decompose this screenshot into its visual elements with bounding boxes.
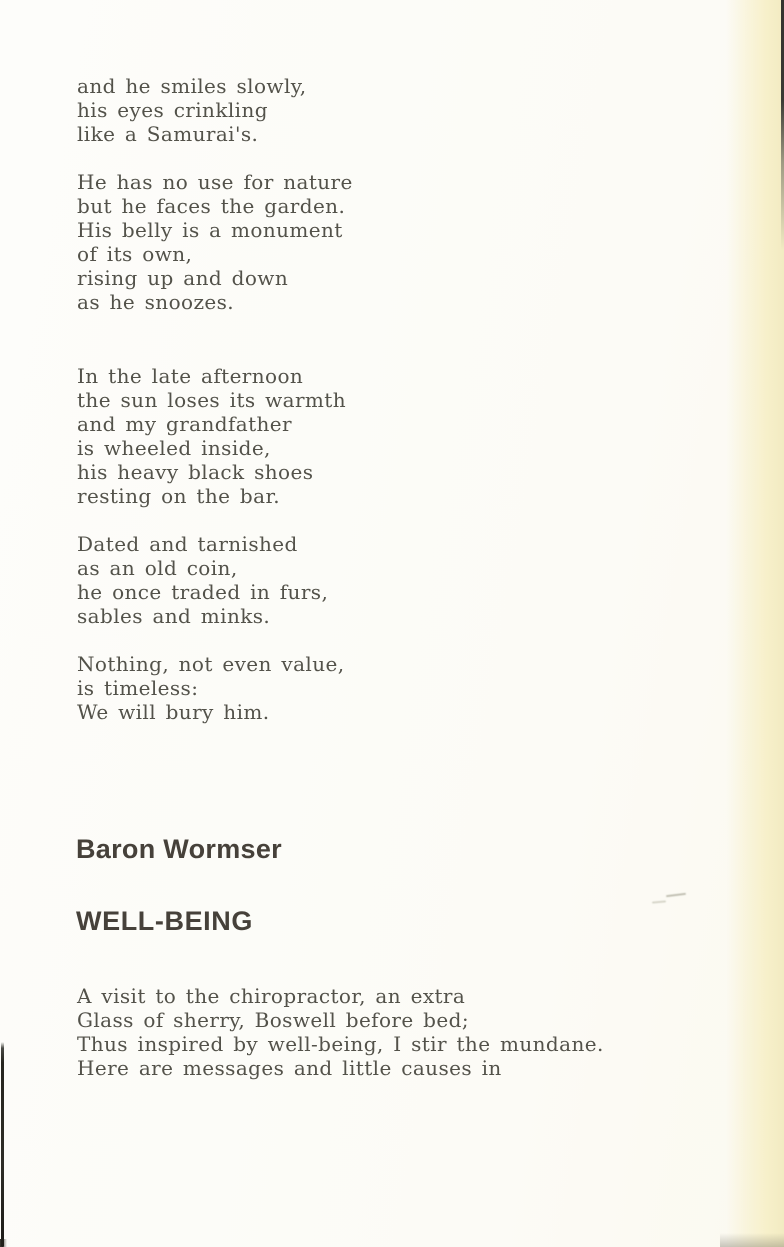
poem-line: as he snoozes.	[77, 290, 235, 314]
poem-line: and he smiles slowly,	[77, 74, 307, 98]
poem-line: the sun loses its warmth	[77, 388, 346, 412]
poem-line: We will bury him.	[77, 700, 270, 724]
poem-stanza	[77, 984, 604, 1080]
poem-continuation-text	[77, 74, 353, 724]
poem-line: and my grandfather	[77, 412, 292, 436]
poem-line: but he faces the garden.	[77, 194, 346, 218]
poem-opening-text	[77, 984, 604, 1080]
poem-line: Here are messages and little causes in	[77, 1056, 502, 1080]
poem-line: sables and minks.	[77, 604, 271, 628]
poem-line: is wheeled inside,	[77, 436, 271, 460]
poem-stanza	[77, 652, 353, 724]
poem-line: resting on the bar.	[77, 484, 280, 508]
poem-line: In the late afternoon	[77, 364, 304, 388]
poem-line: is timeless:	[77, 676, 199, 700]
poem-line: Thus inspired by well-being, I stir the mundane.	[77, 1032, 604, 1056]
scan-corner-mark	[0, 1239, 7, 1247]
poem-line: rising up and down	[77, 266, 289, 290]
poem-line: A visit to the chiropractor, an extra	[77, 984, 466, 1008]
poem-line: His belly is a monument	[77, 218, 343, 242]
poem-line: like a Samurai's.	[77, 122, 259, 146]
poem-line: his eyes crinkling	[77, 98, 268, 122]
page-edge-cream-band	[726, 0, 784, 1247]
poem-line: as an old coin,	[77, 556, 238, 580]
poem-stanza	[77, 364, 353, 508]
poem-line: He has no use for nature	[77, 170, 353, 194]
poem-line: Glass of sherry, Boswell before bed;	[77, 1008, 469, 1032]
poem-stanza	[77, 532, 353, 628]
poem-stanza	[77, 170, 353, 314]
poem-line: of its own,	[77, 242, 193, 266]
poem-line: Dated and tarnished	[77, 532, 298, 556]
faint-smudge-mark	[652, 892, 692, 906]
poem-line: his heavy black shoes	[77, 460, 314, 484]
scan-edge-line-left	[1, 1042, 4, 1247]
poet-name-heading: Baron Wormser	[76, 834, 282, 864]
poem-line: he once traded in furs,	[77, 580, 329, 604]
poem-line: Nothing, not even value,	[77, 652, 345, 676]
poem-stanza	[77, 74, 353, 146]
poem-title-heading: WELL-BEING	[76, 906, 253, 936]
page-edge-bottom-shadow	[720, 1233, 784, 1247]
